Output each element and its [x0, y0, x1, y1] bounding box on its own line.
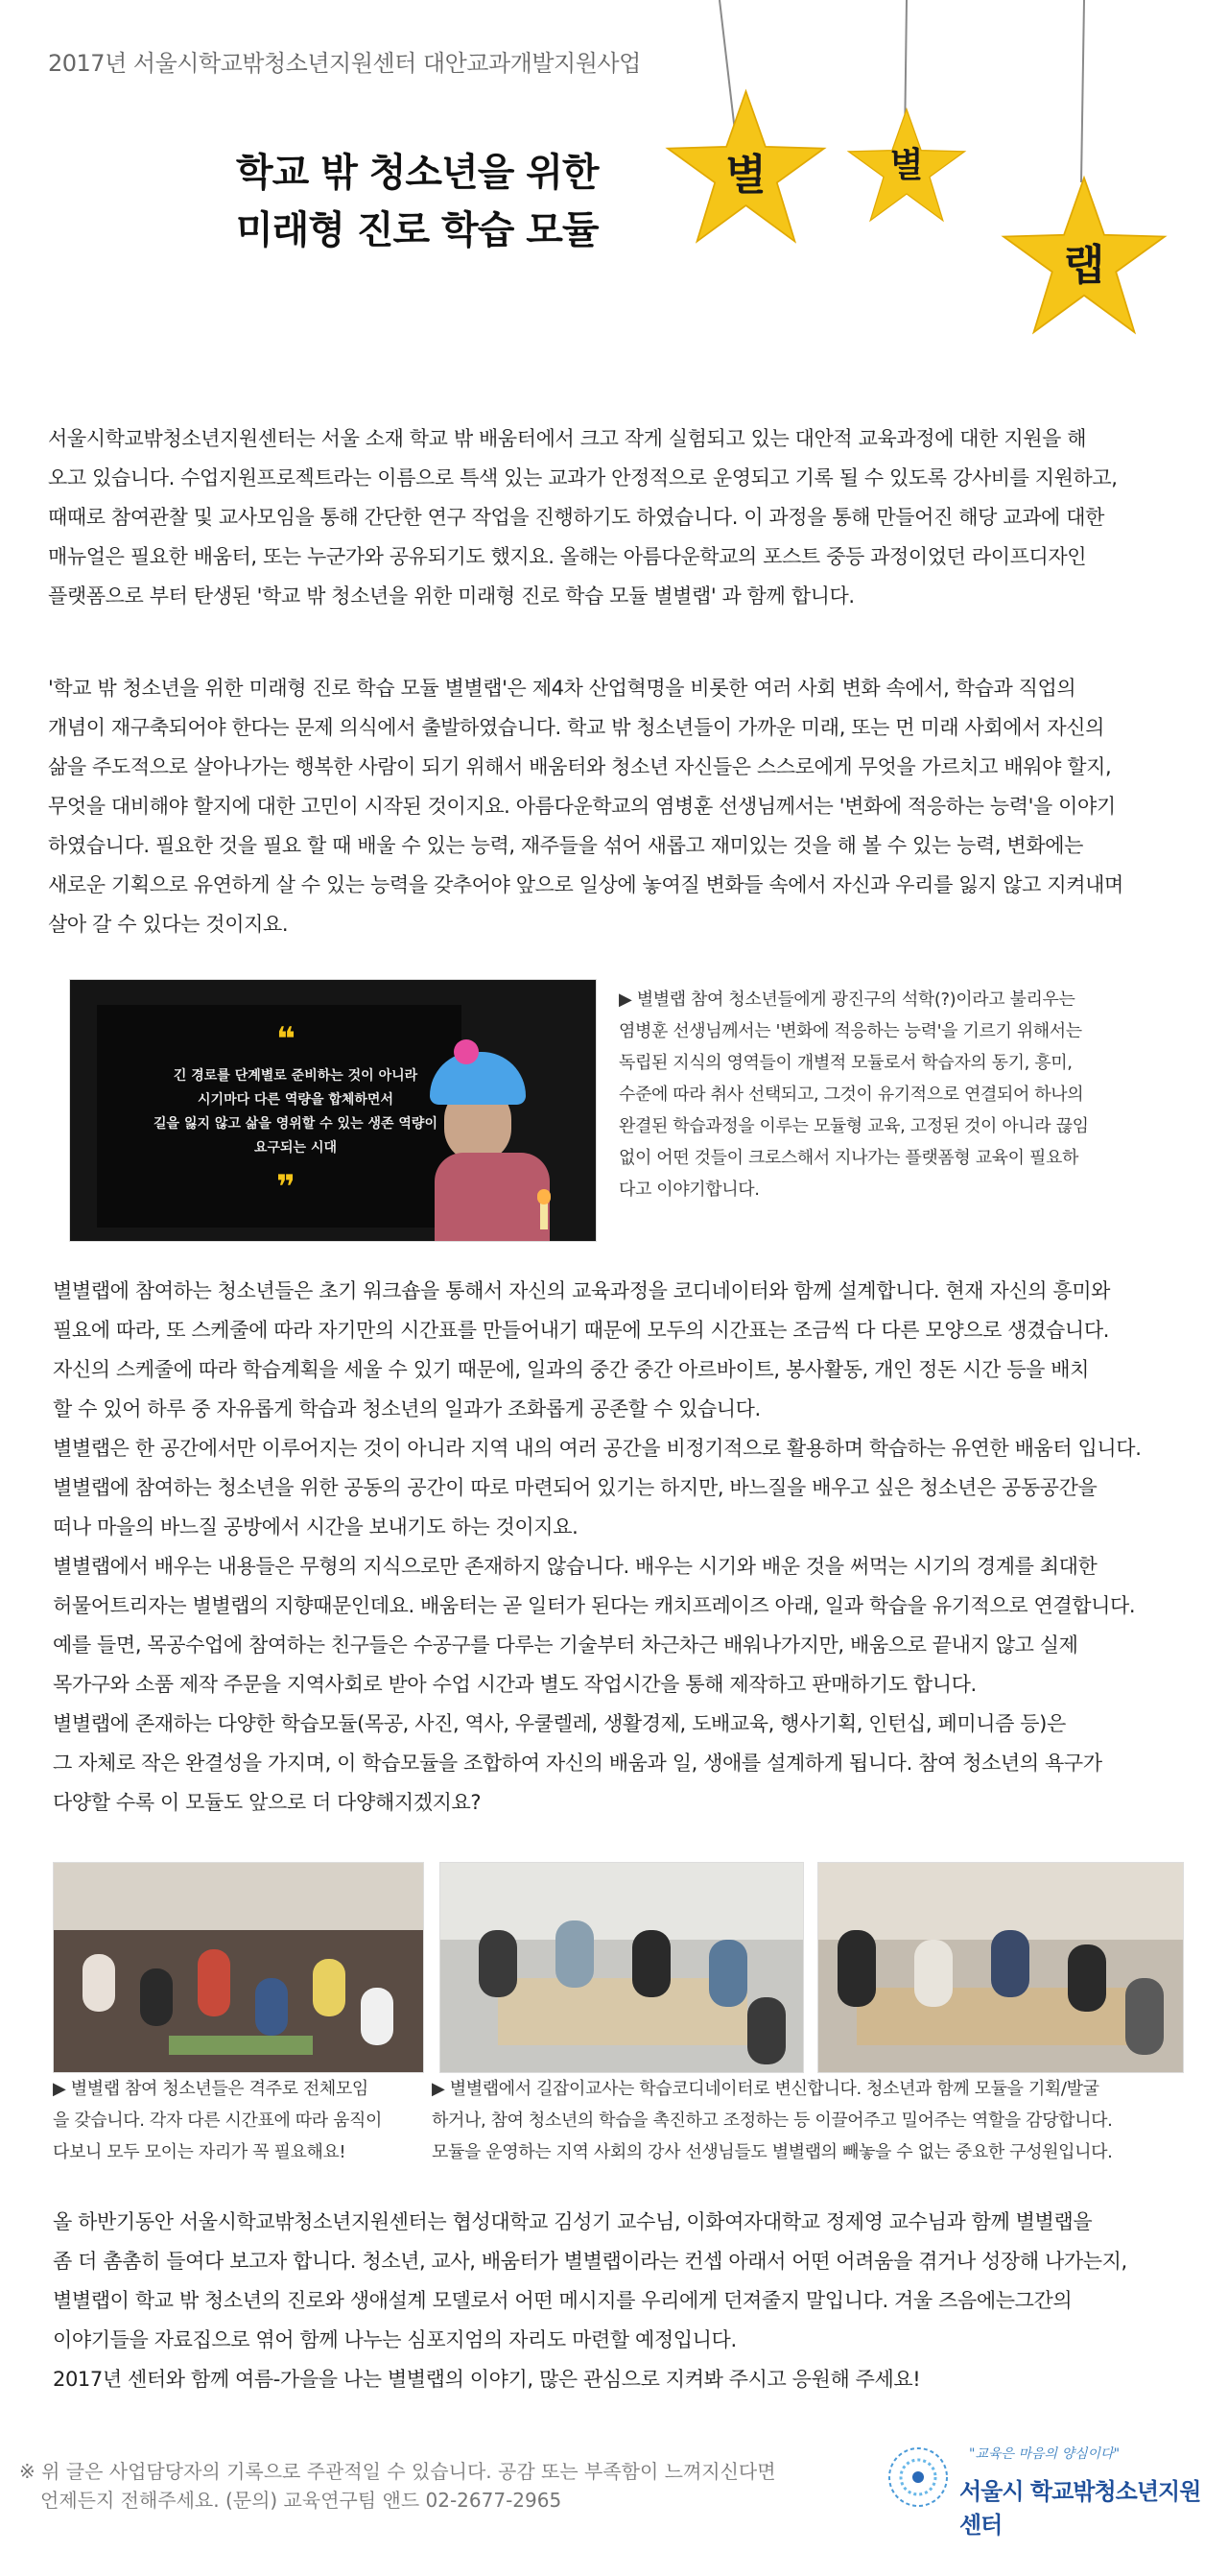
caption-line: 모듈을 운영하는 지역 사회의 강사 선생님들도 별별랩의 빼놓을 수 없는 중요한 구성원입니다. [432, 2142, 1113, 2162]
open-quote-icon: ❝ [276, 1020, 295, 1059]
hat-ball [454, 1039, 479, 1064]
logo-name: 서울시 학교밖청소년지원센터 [959, 2478, 1201, 2539]
star-icon [662, 86, 830, 250]
caption-line: ▶ 별별랩 참여 청소년들은 격주로 전체모임 [53, 2079, 368, 2099]
text-line: 별별랩에 참여하는 청소년들은 초기 워크숍을 통해서 자신의 교육과정을 코디네이터와 함께 설계합니다. 현재 자신의 흥미와 [53, 1279, 1111, 1302]
close-quote-icon: ❞ [276, 1168, 295, 1206]
star-label-2: 별 [889, 146, 924, 185]
concept-paragraph [48, 669, 1199, 944]
dandelion-icon [883, 2442, 954, 2513]
caption-line: ▶ 별별랩 참여 청소년들에게 광진구의 석학(?)이라고 불리우는 [619, 990, 1075, 1010]
text-line: 허물어트리자는 별별랩의 지향때문인데요. 배움터는 곧 일터가 된다는 캐치프레이즈 아래, 일과 학습을 유기적으로 연결합니다. [53, 1594, 1136, 1617]
workshop-photo [817, 1862, 1184, 2073]
center-logo [883, 2442, 1209, 2539]
text-line: 하였습니다. 필요한 것을 필요 할 때 배울 수 있는 능력, 재주들을 섞어 새롭고 재미있는 것을 해 볼 수 있는 능력, 변화에는 [48, 834, 1083, 857]
text-line: 할 수 있어 하루 중 자유롭게 학습과 청소년의 일과가 조화롭게 공존할 수 있습니다. [53, 1397, 761, 1420]
text-line: 서울시학교밖청소년지원센터는 서울 소재 학교 밖 배움터에서 크고 작게 실험되고 있는 대안적 교육과정에 대한 지원을 해 [48, 427, 1087, 450]
text-line: 좀 더 촘촘히 들여다 보고자 합니다. 청소년, 교사, 배움터가 별별랩이라는 컨셉 아래서 어떤 어려움을 겪거나 성장해 나가는지, [53, 2250, 1127, 2273]
text-line: 예를 들면, 목공수업에 참여하는 친구들은 수공구를 다루는 기술부터 차근차근 배워나가지만, 배움으로 끝내지 않고 실제 [53, 1634, 1078, 1657]
text-line: 매뉴얼은 필요한 배움터, 또는 누군가와 공유되기도 했지요. 올해는 아름다운학교의 포스트 중등 과정이었던 라이프디자인 [48, 545, 1087, 568]
footer-note-line: 언제든지 전해주세요. (문의) 교육연구팀 앤드 02-2677-2965 [40, 2489, 562, 2512]
flame-icon [537, 1189, 551, 1205]
teachers-meeting-photo [439, 1862, 804, 2073]
text-line: 개념이 재구축되어야 한다는 문제 의식에서 출발하였습니다. 학교 밖 청소년들이 가까운 미래, 또는 먼 미래 사회에서 자신의 [48, 716, 1104, 739]
footer-note [19, 2457, 776, 2515]
text-line: 플랫폼으로 부터 탄생된 '학교 밖 청소년을 위한 미래형 진로 학습 모듈 별별랩' 과 함께 합니다. [48, 584, 855, 608]
text-line: 자신의 스케줄에 따라 학습계획을 세울 수 있기 때문에, 일과의 중간 중간 아르바이트, 봉사활동, 개인 정돈 시간 등을 배치 [53, 1358, 1090, 1381]
closing-paragraph [53, 2203, 1214, 2399]
intro-paragraph [48, 419, 1199, 616]
text-line: 이야기들을 자료집으로 엮어 함께 나누는 심포지엄의 자리도 마련할 예정입니다. [53, 2328, 737, 2351]
footer-note-line: ※ 위 글은 사업담당자의 기록으로 주관적일 수 있습니다. 공감 또는 부족함이 느껴지신다면 [19, 2460, 776, 2483]
text-line: 새로운 기획으로 유연하게 살 수 있는 능력을 갖추어야 앞으로 일상에 놓여질 변화들 속에서 자신과 우리를 잃지 않고 지켜내며 [48, 873, 1123, 896]
caption-line: 수준에 따라 취사 선택되고, 그것이 유기적으로 연결되어 하나의 [619, 1085, 1084, 1105]
text-line: 목가구와 소품 제작 주문을 지역사회로 받아 수업 시간과 별도 작업시간을 통해 제작하고 판매하기도 합니다. [53, 1673, 977, 1696]
star-icon [998, 173, 1170, 341]
text-line: 별별랩에 존재하는 다양한 학습모듈(목공, 사진, 역사, 우쿨렐레, 생활경제, 도배교육, 행사기획, 인턴십, 페미니즘 등)은 [53, 1712, 1066, 1735]
slide-line: 시기마다 다른 역량을 합체하면서 [198, 1092, 393, 1108]
title-line-1: 학교 밖 청소년을 위한 [236, 151, 599, 195]
text-line: 무엇을 대비해야 할지에 대한 고민이 시작된 것이지요. 아름다운학교의 염병훈 선생님께서는 '변화에 적응하는 능력'을 이야기 [48, 795, 1116, 818]
caption-line: ▶ 별별랩에서 길잡이교사는 학습코디네이터로 변신합니다. 청소년과 함께 모듈을 기획/발굴 [432, 2079, 1099, 2099]
lecture-photo [69, 979, 597, 1242]
text-line: 그 자체로 작은 완결성을 가지며, 이 학습모듈을 조합하여 자신의 배움과 일, 생애를 설계하게 됩니다. 참여 청소년의 욕구가 [53, 1752, 1102, 1775]
slide-line: 요구되는 시대 [253, 1140, 338, 1156]
candle-icon [540, 1201, 548, 1229]
project-line: 2017년 서울시학교밖청소년지원센터 대안교과개발지원사업 [48, 50, 641, 77]
text-line: 삶을 주도적으로 살아나가는 행복한 사람이 되기 위해서 배움터와 청소년 자신들은 스스로에게 무엇을 가르치고 배워야 할지, [48, 755, 1112, 778]
text-line: 때때로 참여관찰 및 교사모임을 통해 간단한 연구 작업을 진행하기도 하였습니다. 이 과정을 통해 만들어진 해당 교과에 대한 [48, 506, 1104, 529]
group-meeting-photo [53, 1862, 424, 2073]
caption-line: 다보니 모두 모이는 자리가 꼭 필요해요! [53, 2142, 346, 2162]
speaker-body [435, 1153, 550, 1241]
text-line: 살아 갈 수 있다는 것이지요. [48, 913, 289, 936]
caption-line: 을 갖습니다. 각자 다른 시간표에 따라 움직이 [53, 2111, 383, 2131]
caption-line: 다고 이야기합니다. [619, 1180, 760, 1200]
caption-line: 하거나, 참여 청소년의 학습을 촉진하고 조정하는 등 이끌어주고 밀어주는 역할을 감당합니다. [432, 2111, 1113, 2131]
text-line: '학교 밖 청소년을 위한 미래형 진로 학습 모듈 별별랩'은 제4차 산업혁명을 비롯한 여러 사회 변화 속에서, 학습과 직업의 [48, 677, 1076, 700]
teachers-photo-caption [432, 2073, 1209, 2168]
logo-slogan: "교육은 마음의 양심이다" [969, 2446, 1121, 2462]
slide-line: 긴 경로를 단계별로 준비하는 것이 아니라 [173, 1068, 418, 1084]
caption-line: 염병훈 선생님께서는 '변화에 적응하는 능력'을 기르기 위해서는 [619, 1021, 1082, 1041]
caption-line: 없이 어떤 것들이 크로스해서 지나가는 플랫폼형 교육이 필요하 [619, 1148, 1078, 1168]
star-label-1: 별 [725, 151, 767, 200]
caption-line: 완결된 학습과정을 이루는 모듈형 교육, 고정된 것이 아니라 끊임 [619, 1116, 1089, 1136]
text-line: 떠나 마을의 바느질 공방에서 시간을 보내기도 하는 것이지요. [53, 1515, 579, 1538]
caption-line: 독립된 지식의 영역들이 개별적 모듈로서 학습자의 동기, 흥미, [619, 1053, 1073, 1073]
star-icon [844, 106, 969, 227]
text-line: 별별랩은 한 공간에서만 이루어지는 것이 아니라 지역 내의 여러 공간을 비정기적으로 활용하며 학습하는 유연한 배움터 입니다. [53, 1437, 1142, 1460]
text-line: 올 하반기동안 서울시학교밖청소년지원센터는 협성대학교 김성기 교수님, 이화여자대학교 정제영 교수님과 함께 별별랩을 [53, 2210, 1093, 2233]
text-line: 별별랩이 학교 밖 청소년의 진로와 생애설계 모델로서 어떤 메시지를 우리에게 던져줄지 말입니다. 겨울 즈음에는그간의 [53, 2289, 1073, 2312]
group-photo-caption [53, 2073, 432, 2168]
text-line: 별별랩에 참여하는 청소년을 위한 공동의 공간이 따로 마련되어 있기는 하지만, 바느질을 배우고 싶은 청소년은 공동공간을 [53, 1476, 1098, 1499]
title-line-2: 미래형 진로 학습 모듈 [236, 208, 599, 252]
text-line: 2017년 센터와 함께 여름-가을을 나는 별별랩의 이야기, 많은 관심으로 지켜봐 주시고 응원해 주세요! [53, 2368, 921, 2391]
lecture-caption [619, 984, 1194, 1205]
slide-line: 길을 잃지 않고 삶을 영위할 수 있는 생존 역량이 [154, 1116, 437, 1132]
text-line: 별별랩에서 배우는 내용들은 무형의 지식으로만 존재하지 않습니다. 배우는 시기와 배운 것을 써먹는 시기의 경계를 최대한 [53, 1555, 1098, 1578]
program-paragraph [53, 1272, 1214, 1823]
text-line: 오고 있습니다. 수업지원프로젝트라는 이름으로 특색 있는 교과가 안정적으로 운영되고 기록 될 수 있도록 강사비를 지원하고, [48, 466, 1118, 489]
slide-text [137, 1064, 454, 1160]
text-line: 필요에 따라, 또 스케줄에 따라 자기만의 시간표를 만들어내기 때문에 모두의 시간표는 조금씩 다 다른 모양으로 생겼습니다. [53, 1319, 1109, 1342]
page-title [236, 144, 599, 259]
star-label-3: 랩 [1063, 241, 1105, 290]
text-line: 다양할 수록 이 모듈도 앞으로 더 다양해지겠지요? [53, 1791, 482, 1814]
